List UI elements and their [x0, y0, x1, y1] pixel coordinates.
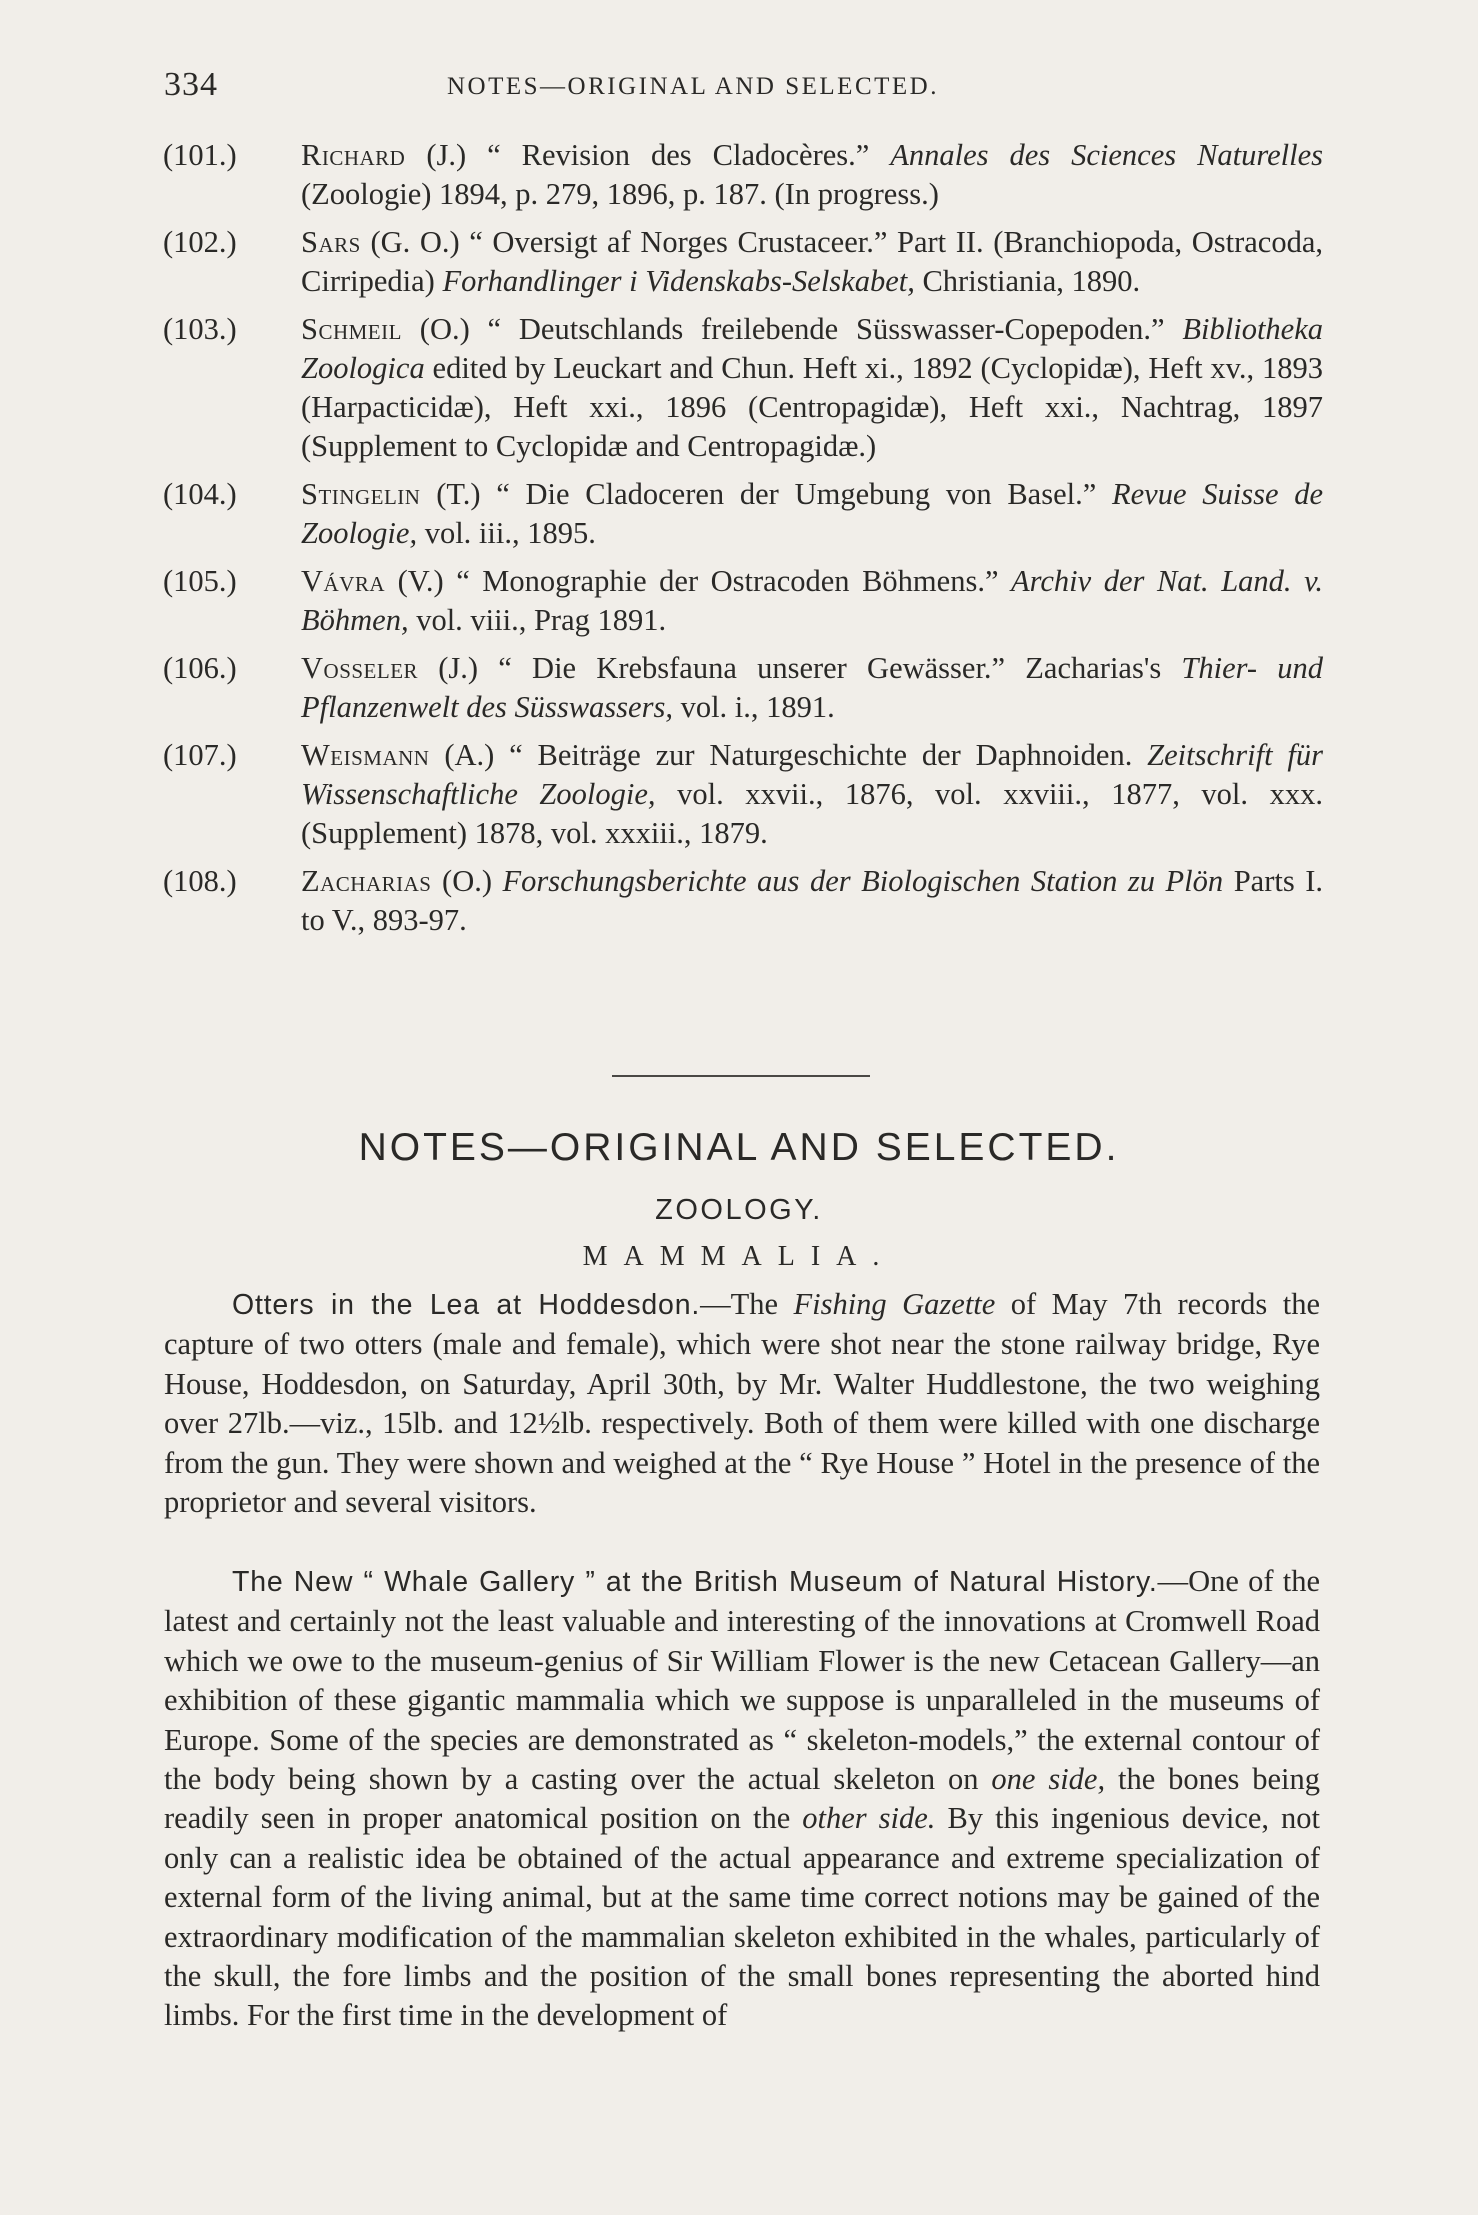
reference-journal: Forhandlinger i Videnskabs-Selskabet, [442, 264, 915, 298]
article-whale-gallery [164, 1562, 1320, 2036]
reference-number: (102.) [163, 225, 237, 259]
article-text: —The [700, 1287, 794, 1321]
reference-initials: (J.) [426, 138, 467, 172]
reference-title [492, 864, 503, 898]
article-text: of May 7th records the capture of two otters (male and female), which were shot near the stone railway bridge, Rye House, Hoddesdon, on Saturday, April 30th, by Mr. Walter Huddlestone, the two weighing over 27lb.—viz., 15lb. and 12½lb. respectively. Both of them were killed with one discharge from the gun. They were shown and weighed at the “ Rye House ” Hotel in the presence of the proprietor and several visitors. [164, 1287, 1320, 1520]
reference-item [163, 562, 1323, 640]
reference-initials: (A.) [444, 738, 495, 772]
reference-title: “ Deutschlands freilebende Süsswasser-Copepoden.” [469, 312, 1183, 346]
reference-journal: Thier- und Pflanzenwelt des Süsswassers, [301, 651, 1324, 724]
page-number: 334 [164, 66, 218, 103]
reference-number: (105.) [163, 564, 237, 598]
reference-number: (106.) [163, 651, 237, 685]
reference-item [163, 310, 1323, 466]
reference-item [163, 862, 1323, 940]
article-paragraph [164, 1562, 1320, 2036]
reference-item [163, 649, 1323, 727]
reference-title: “ Monographie der Ostracoden Böhmens.” [443, 564, 1012, 598]
reference-journal: Revue Suisse de Zoologie, [301, 477, 1324, 550]
reference-title: “ Die Krebsfauna unserer Gewässer.” Zacharias's [478, 651, 1182, 685]
reference-title: “ Die Cladoceren der Umgebung von Basel.” [480, 477, 1113, 511]
reference-number: (101.) [163, 138, 237, 172]
reference-details: edited by Leuckart and Chun. Heft xi., 1892 (Cyclopidæ), Heft xv., 1893 (Harpacticidæ), Heft xxi., 1896 (Centropagidæ), Heft xxi., Nachtrag, 1897 (Supplement to Cyclopidæ and Centropagidæ.) [301, 351, 1323, 463]
article-paragraph [164, 1285, 1320, 1522]
reference-title: “ Oversigt af Norges Crustaceer.” Part II. (Branchiopoda, Ostracoda, Cirripedia) [301, 225, 1324, 298]
reference-initials: (J.) [438, 651, 479, 685]
reference-number: (104.) [163, 477, 237, 511]
reference-item [163, 136, 1323, 214]
reference-details: (Zoologie) 1894, p. 279, 1896, p. 187. (In progress.) [301, 177, 939, 211]
reference-initials: (O.) [419, 312, 470, 346]
reference-journal: Bibliotheka Zoologica [301, 312, 1323, 385]
reference-list [163, 136, 1323, 949]
reference-author: Stingelin [301, 477, 421, 511]
reference-details: vol. xxvii., 1876, vol. xxviii., 1877, vol. xxx. (Supplement) 1878, vol. xxxiii., 1879. [301, 777, 1323, 850]
reference-details: vol. viii., Prag 1891. [408, 603, 667, 637]
reference-initials: (G. O.) [370, 225, 460, 259]
page-header [164, 66, 1334, 110]
article-italic: Fishing Gazette [793, 1287, 996, 1321]
subsubsection-title: MAMMALIA. [582, 1241, 896, 1272]
reference-journal: Forschungsberichte aus der Biologischen Station zu Plön [502, 864, 1224, 898]
section-title: NOTES—ORIGINAL AND SELECTED. [358, 1126, 1120, 1169]
reference-details: vol. i., 1891. [672, 690, 835, 724]
reference-item [163, 736, 1323, 853]
article-text: the bones being readily seen in proper anatomical position on the [164, 1762, 1320, 1836]
reference-author: Zacharias [301, 864, 432, 898]
reference-initials: (T.) [436, 477, 481, 511]
reference-number: (107.) [163, 738, 237, 772]
reference-title: “ Revision des Cladocères.” [466, 138, 891, 172]
reference-details: Parts I. to V., 893-97. [301, 864, 1324, 937]
reference-item [163, 475, 1323, 553]
reference-item [163, 223, 1323, 301]
article-italic: other side. [802, 1801, 936, 1836]
reference-initials: (V.) [397, 564, 444, 598]
reference-author: Sars [301, 225, 361, 259]
reference-journal: Annales des Sciences Naturelles [890, 138, 1324, 172]
reference-initials: (O.) [442, 864, 492, 898]
subsection-title: ZOOLOGY. [655, 1194, 823, 1226]
article-otters [164, 1285, 1320, 1522]
reference-journal: Archiv der Nat. Land. v. Böhmen, [301, 564, 1323, 637]
reference-author: Vosseler [301, 651, 419, 685]
reference-details: Christiania, 1890. [914, 264, 1141, 298]
reference-details: vol. iii., 1895. [417, 516, 596, 550]
reference-author: Richard [301, 138, 406, 172]
reference-number: (108.) [163, 864, 237, 898]
running-head: NOTES—ORIGINAL AND SELECTED. [447, 73, 939, 100]
reference-author: Weismann [301, 738, 430, 772]
reference-journal: Zeitschrift für Wissenschaftliche Zoologie, [301, 738, 1323, 811]
article-text: By this ingenious device, not only can a realistic idea be obtained of the actual appearance and extreme specialization of external form of the living animal, but at the same time correct notions may be gained of the extraordinary modification of the mammalian skeleton exhibited in the whales, particularly of the skull, the fore limbs and the position of the small bones representing the aborted hind limbs. For the first time in the development of [164, 1801, 1321, 2033]
article-text: —One of the latest and certainly not the least valuable and interesting of the innovations at Cromwell Road which we owe to the museum-genius of Sir William Flower is the new Cetacean Gallery—an exhibition of these gigantic mammalia which we suppose is unparalleled in the museums of Europe. Some of the species are demonstrated as “ skeleton-models,” the external contour of the body being shown by a casting over the actual skeleton on [164, 1564, 1321, 1797]
reference-author: Vávra [301, 564, 386, 598]
reference-author: Schmeil [301, 312, 402, 346]
article-heading: Otters in the Lea at Hoddesdon. [232, 1289, 701, 1321]
section-divider [612, 1075, 870, 1077]
reference-number: (103.) [163, 312, 237, 346]
article-heading: The New “ Whale Gallery ” at the British Museum of Natural History. [232, 1566, 1158, 1598]
article-italic: one side, [991, 1762, 1106, 1797]
reference-title: “ Beiträge zur Naturgeschichte der Daphnoiden. [494, 738, 1148, 772]
